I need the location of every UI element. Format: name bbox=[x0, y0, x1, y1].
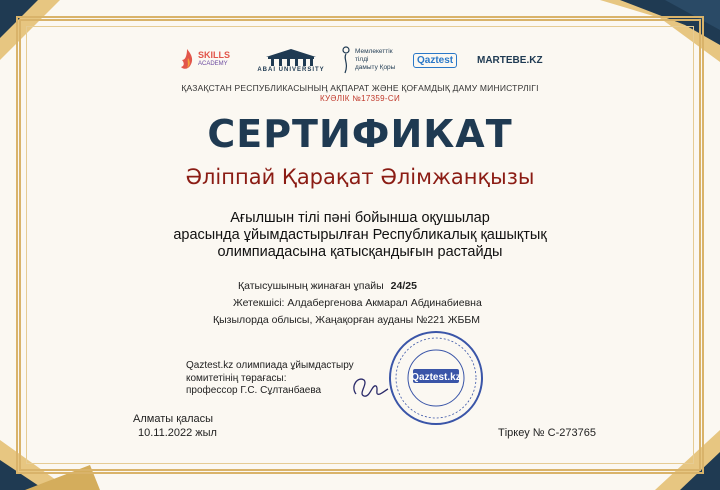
qaztest-logo bbox=[413, 42, 457, 78]
martebe-label: MARTEBE.KZ bbox=[477, 54, 543, 66]
stamp-text: Qaztest.kz bbox=[411, 372, 461, 383]
license-number: КУӘЛІК №17359-СИ bbox=[319, 94, 401, 103]
description-line2: арасында ұйымдастырылған Республикалық қашықтық bbox=[173, 227, 547, 243]
language-foundation-logo bbox=[340, 42, 395, 78]
signature bbox=[348, 372, 390, 402]
foundation-line1: Мемлекеттік bbox=[355, 48, 393, 55]
description bbox=[100, 210, 620, 261]
qaztest-label: Qaztest bbox=[413, 53, 457, 68]
skills-flame-icon bbox=[178, 48, 196, 72]
abai-label: ABAI UNIVERSITY bbox=[257, 67, 325, 73]
certificate-title: СЕРТИФИКАТ bbox=[207, 112, 513, 156]
chair-line3: профессор Г.С. Сұлтанбаева bbox=[186, 385, 322, 396]
chair-line1: Qaztest.kz олимпиада ұйымдастыру bbox=[186, 360, 354, 371]
school: Қызылорда облысы, Жаңақорған ауданы №221 ЖББМ bbox=[213, 314, 481, 326]
official-stamp bbox=[386, 328, 486, 428]
score-row bbox=[238, 280, 417, 292]
foundation-line3: дамыту Қоры bbox=[355, 64, 396, 71]
recipient-name: Әліппай Қарақат Әлімжанқызы bbox=[185, 165, 535, 189]
description-line1: Ағылшын тілі пәні бойынша оқушылар bbox=[230, 210, 490, 226]
score-value: 24/25 bbox=[390, 280, 417, 292]
abai-university-logo bbox=[256, 42, 326, 78]
academy-label: ACADEMY bbox=[198, 61, 228, 67]
chair-block bbox=[186, 360, 354, 398]
score-label: Қатысушының жинаған ұпайы bbox=[238, 280, 384, 292]
registration-number: Тіркеу № С-273765 bbox=[498, 427, 596, 439]
figure-icon bbox=[340, 45, 352, 75]
issue-date: 10.11.2022 жыл bbox=[138, 427, 217, 439]
city: Алматы қаласы bbox=[133, 413, 214, 425]
university-building-icon bbox=[256, 47, 326, 67]
logo-row bbox=[0, 42, 720, 78]
skills-label: SKILLS bbox=[198, 50, 231, 60]
chair-line2: комитетінің төрағасы: bbox=[186, 372, 287, 384]
description-line3: олимпиадасына қатысқандығын растайды bbox=[217, 244, 503, 260]
ministry-name: ҚАЗАҚСТАН РЕСПУБЛИКАСЫНЫҢ АҚПАРАТ ЖӘНЕ ҚОҒАМДЫҚ ДАМУ МИНИСТРЛІГІ bbox=[181, 83, 539, 93]
skills-academy-logo bbox=[178, 42, 230, 78]
foundation-line2: тілді bbox=[355, 56, 369, 63]
martebe-logo bbox=[477, 42, 543, 78]
supervisor: Жетекшісі: Алдабергенова Акмарал Абдинабиевна bbox=[233, 297, 482, 309]
